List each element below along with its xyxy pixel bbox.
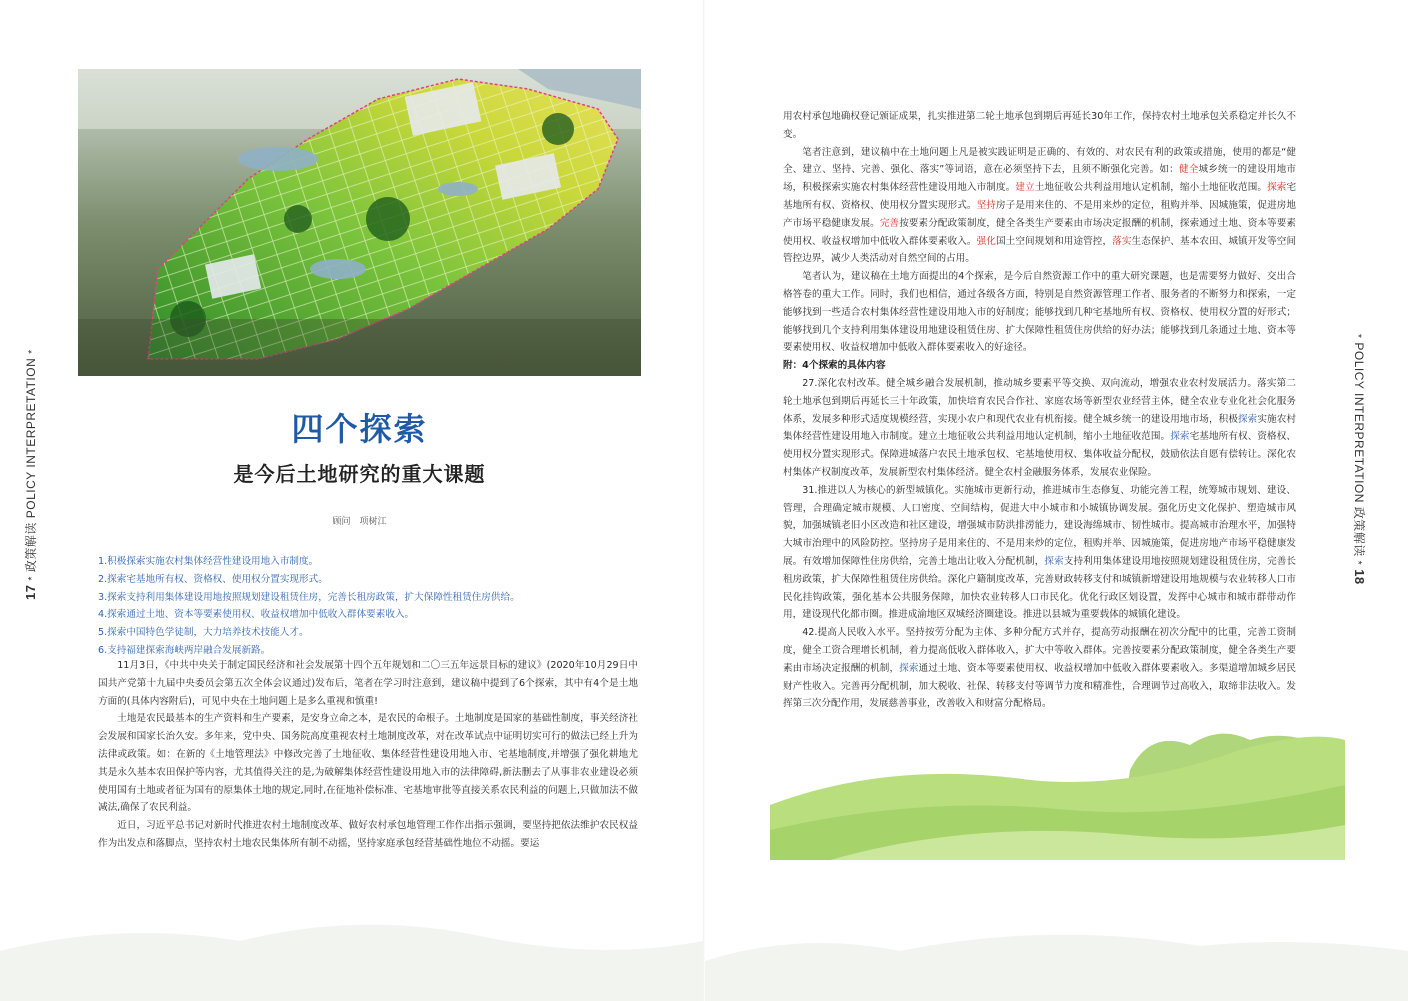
keyword-highlight: 坚持 <box>976 199 996 211</box>
body-paragraph: 近日，习近平总书记对新时代推进农村土地制度改革、做好农村承包地管理工作作出指示强调，要坚持把依法维护农民权益作为出发点和落脚点，坚持农村土地农民集体所有制不动摇，坚持家庭承包经营基础性地位不动摇。要运 <box>98 820 638 849</box>
keyword-highlight: 健全 <box>1178 164 1199 176</box>
key-points-list <box>98 553 638 660</box>
keyword-highlight: 建立 <box>1015 182 1035 194</box>
star-separator: * <box>1352 334 1363 339</box>
body-paragraph <box>783 375 1296 482</box>
keyword-highlight: 探索 <box>899 662 919 674</box>
right-page-number: 18 <box>1352 569 1367 585</box>
text-run: 房子是用来住的、不是用来炒的定位，租购并举、因城施策，促进房地产市场平稳健康发展。 <box>783 199 1297 229</box>
key-point: 5.探索中国特色学徒制，大力培养技术技能人才。 <box>98 627 309 639</box>
body-paragraph: 11月3日，《中共中央关于制定国民经济和社会发展第十四个五年规划和二〇三五年远景目标的建议》(2020年10月29日中国共产党第十九届中央委员会第五次全体会议通过)发布后，笔者在学习时注意到，建议稿中提到了6个探索，其中有4个是土地方面的(具体内容附后)，可见中央在土地问题上是多么重视和慎重! <box>98 660 638 707</box>
key-point: 6.支持福建探索海峡两岸融合发展新路。 <box>98 644 271 656</box>
star-separator: * <box>27 576 38 581</box>
left-page-number: 17 <box>23 584 38 600</box>
text-run: 土地征收公共利益用地认定机制，缩小土地征收范围。 <box>1034 182 1268 194</box>
green-hills-illustration <box>770 700 1370 860</box>
text-run: 宅基地所有权、资格权、使用权分置实现形式。保障进城落户农民土地承包权、宅基地使用权、集体收益分配权，鼓励依法自愿有偿转让。深化农村集体产权制度改革，发展新型农村集体经济。健全农村金融服务体系，发展农业保险。 <box>783 431 1297 478</box>
text-run: 27.深化农村改革。健全城乡融合发展机制，推动城乡要素平等交换、双向流动，增强农业农村发展活力。落实第二轮土地承包到期后再延长三十年政策，加快培育农民合作社、家庭农场等新型农业经营主体，健全农业专业化社会化服务体系，发展多种形式适度规模经营，实现小农户和现代农业有机衔接。健全城乡统一的建设用地市场，积极 <box>783 377 1296 425</box>
right-section-en: POLICY INTERPRETATION <box>1352 342 1366 503</box>
article-title: 四个探索 <box>291 410 428 448</box>
keyword-highlight: 强化 <box>976 235 996 247</box>
article-byline: 顾问 项树江 <box>332 517 387 527</box>
left-section-cn: 政策解读 <box>24 522 38 573</box>
text-run: 42.提高人民收入水平。坚持按劳分配为主体、多种分配方式并存，提高劳动报酬在初次分配中的比重，完善工资制度，健全工资合理增长机制，着力提高低收入群体收入，扩大中等收入群体。完善按要素分配政策制度，健全各类生产要素由市场决定报酬的机制， <box>783 627 1296 674</box>
text-run: 城乡统一的建设用地市场，积极探索实施农村集体经营性建设用地入市制度。 <box>783 164 1297 194</box>
mountain-mist-background <box>0 841 1408 1001</box>
text-run: 31.推进以人为核心的新型城镇化。实施城市更新行动，推进城市生态修复、功能完善工程，统筹城市规划、建设、管理，合理确定城市规模、人口密度、空间结构，促进大中小城市和小城镇协调发展。强化历史文化保护、塑造城市风貌，加强城镇老旧小区改造和社区建设，增强城市防洪排涝能力，建设海绵城市、韧性城市。提高城市治理水平，加强特大城市治理中的风险防控。坚持房子是用来住的、不是用来炒的定位，租购并举、因城施策，促进房地产市场平稳健康发展。有效增加保障性住房供给，完善土地出让收入分配机制， <box>783 484 1296 567</box>
keyword-highlight: 完善 <box>879 217 900 229</box>
appendix-heading: 附：4个探索的具体内容 <box>783 360 886 372</box>
text-run: 生态保护、基本农田、城镇开发等空间管控边界，减少人类活动对自然空间的占用。 <box>783 235 1297 265</box>
text-run: 国土空间规划和用途管控， <box>996 235 1113 247</box>
body-paragraph <box>783 482 1296 624</box>
right-body-text <box>783 108 1296 713</box>
keyword-highlight: 落实 <box>1112 235 1132 247</box>
text-run: 按要素分配政策制度，健全各类生产要素由市场决定报酬的机制，探索通过土地、资本等要素使用权、收益权增加中低收入群体要素收入。 <box>783 217 1297 247</box>
left-running-head <box>22 330 44 600</box>
body-paragraph: 土地是农民最基本的生产资料和生产要素，是安身立命之本，是农民的命根子。土地制度是国家的基础性制度，事关经济社会发展和国家长治久安。多年来，党中央、国务院高度重视农村土地制度改革，对在改革试点中证明切实可行的做法已经上升为法律或政策。如：在新的《土地管理法》中修改完善了土地征收、集体经营性建设用地入市、宅基地制度,并增强了强化耕地尤其是永久基本农田保护等内容，尤其值得关注的是,为破解集体经营性建设用地入市的法律障碍,新法删去了从事非农业建设必须使用国有土地或者征为国有的原集体土地的规定,同时,在征地补偿标准、宅基地审批等直接关系农民利益的问题上,只做加法不做减法,确保了农民利益。 <box>98 713 638 814</box>
star-separator: * <box>27 349 38 354</box>
star-separator: * <box>1352 560 1363 566</box>
keyword-highlight: 探索 <box>1238 413 1258 425</box>
body-paragraph: 用农村承包地确权登记颁证成果，扎实推进第二轮土地承包到期后再延长30年工作，保持农村土地承包关系稳定并长久不变。 <box>783 111 1296 140</box>
key-point: 2.探索宅基地所有权、资格权、使用权分置实现形式。 <box>98 573 328 585</box>
body-paragraph: 笔者认为，建议稿在土地方面提出的4个探索，是今后自然资源工作中的重大研究课题，也是需要努力做好、交出合格答卷的重大工作。同时，我们也相信，通过各级各方面，特别是自然资源管理工作者、服务者的不断努力和探索，一定能够找到一些适合农村集体经营性建设用地入市的好制度；能够找到几种宅基地所有权、资格权、使用权分置的好形式；能够找到几个支持利用集体建设用地建设租赁住房、扩大保障性租赁住房供给的好办法；能够找到几条通过土地、资本等要素使用权、收益权增加中低收入群体要素收入的好途径。 <box>783 271 1296 354</box>
text-run: 宅基地所有权、资格权、使用权分置实现形式。 <box>783 182 1297 211</box>
aerial-land-photo <box>78 69 641 376</box>
left-section-en: POLICY INTERPRETATION <box>24 357 38 519</box>
keyword-highlight: 探索 <box>1170 431 1190 443</box>
key-point: 3.探索支持利用集体建设用地按照规划建设租赁住房，完善长租房政策，扩大保障性租赁住房供给。 <box>98 591 520 603</box>
body-paragraph <box>783 144 1296 269</box>
keyword-highlight: 探索 <box>1267 182 1287 194</box>
key-point: 4.探索通过土地、资本等要素使用权、收益权增加中低收入群体要素收入。 <box>98 609 415 621</box>
left-body-text <box>98 657 638 853</box>
text-run: 实施农村集体经营性建设用地入市制度。建立土地征收公共利益用地认定机制，缩小土地征收范围。 <box>783 413 1297 443</box>
keyword-highlight: 探索 <box>1044 555 1064 567</box>
right-section-cn: 政策解读 <box>1352 506 1366 557</box>
text-run: 笔者注意到，建议稿中在土地问题上凡是被实践证明是正确的、有效的、对农民有利的政策或措施，使用的都是“健全、建立、坚持、完善、强化、落实”等词语，意在必须坚持下去，且须不断强化完善。如： <box>783 146 1296 176</box>
text-run: 支持利用集体建设用地按照规划建设租赁住房，完善长租房政策，扩大保障性租赁住房供给。深化户籍制度改革，完善财政转移支付和城镇新增建设用地规模与农业转移人口市民化挂钩政策，强化基本公共服务保障，加快农业转移人口市民化。优化行政区划设置，发挥中心城市和城市群带动作用，建设现代化都市圈。推进成渝地区双城经济圈建设。推进以县城为重要载体的城镇化建设。 <box>783 555 1297 621</box>
key-point: 1.积极探索实施农村集体经营性建设用地入市制度。 <box>98 556 319 567</box>
article-subtitle: 是今后土地研究的重大课题 <box>233 462 486 486</box>
text-run: 通过土地、资本等要素使用权、收益权增加中低收入群体要素收入。多渠道增加城乡居民财产性收入。完善再分配机制，加大税收、社保、转移支付等调节力度和精准性，合理调节过高收入，取缔非法收入。发挥第三次分配作用，发展慈善事业，改善收入和财富分配格局。 <box>783 662 1297 710</box>
right-running-head <box>1346 330 1368 600</box>
